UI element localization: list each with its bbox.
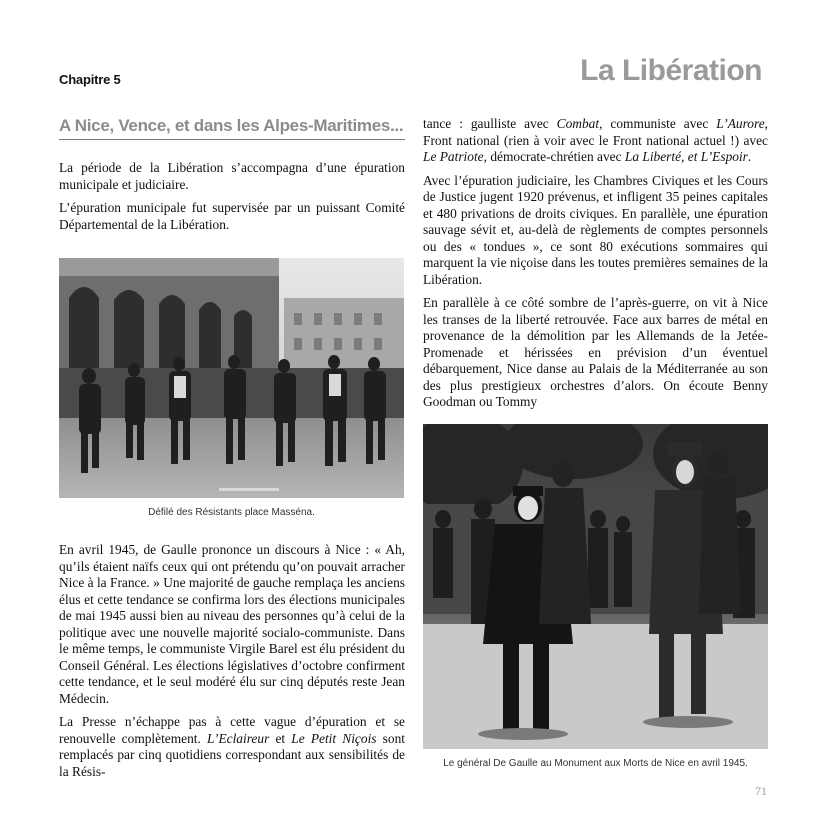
text-run: tance : gaulliste avec (423, 116, 557, 131)
newspaper-title: La Liberté, et L’Espoir (624, 149, 748, 164)
page-number: 71 (755, 784, 767, 798)
paragraph (59, 714, 405, 780)
chapter-label: Chapitre 5 (59, 72, 121, 87)
paragraph: En avril 1945, de Gaulle prononce un discours à Nice : « Ah, qu’ils étaient naïfs ceux qui ont prétendu qu’on pouvait arracher Nice à la France. » Une majorité de gauche remplaça les anciens élus et cette tendance se confirma lors des élections municipales de mai 1945 aussi bien au niveau des personnes qu’à celui de la politique avec une nouvelle majorité socialo-communiste. Dans le même temps, le communiste Virgile Barel est élu président du Conseil Général. Les élections législatives d’octobre confirment cette tendance, et le seul modéré élu sur cinq députés reste Jean Médecin. (59, 542, 405, 706)
resistance-parade-photo (59, 258, 404, 498)
text-run: , démocrate-chrétien avec (483, 149, 625, 164)
text-run: , communiste avec (599, 116, 717, 131)
paragraph: Avec l’épuration judiciaire, les Chambres Civiques et les Cours de Justice jugent 1920 prévenus, et infligent 35 peines capitales et 480 privations de droits civiques. En parallèle, une épuration sauvage sévit et, au-delà de règlements de comptes personnels ou des « tondues », ce sont 80 exécutions sommaires qui marquent la vie niçoise dans les toutes premières semaines de la Libération. (423, 172, 768, 287)
paragraph (423, 116, 768, 166)
text-run: . (747, 149, 752, 164)
text-run: sont remplacés par cinq quotidiens correspondant aux sensibilités de la Résis- (59, 730, 406, 779)
paragraph: L’épuration municipale fut supervisée par un puissant Comité Départemental de la Libération. (59, 200, 405, 232)
newspaper-title: L’Aurore (716, 116, 765, 131)
text-run: et (269, 730, 292, 746)
photo-caption: Le général De Gaulle au Monument aux Morts de Nice en avril 1945. (443, 758, 748, 769)
section-heading: A Nice, Vence, et dans les Alpes-Maritimes... (59, 116, 405, 140)
left-column-bottom (59, 542, 405, 787)
newspaper-title: Le Petit Niçois (291, 730, 377, 746)
newspaper-title: L’Eclaireur (207, 730, 270, 746)
left-column-top (59, 160, 405, 240)
newspaper-title: Le Patriote (423, 149, 484, 164)
text-run: , Front national (rien à voir avec le Front national actuel !) avec (423, 116, 768, 148)
newspaper-title: Combat (556, 116, 600, 131)
paragraph: En parallèle à ce côté sombre de l’après-guerre, on vit à Nice les transes de la liberté retrouvée. Face aux barres de métal en provenance de la démolition par les Allemands de la Jetée-Promenade et hérissées en prévision d’un éventuel débarquement, Nice danse au Palais de la Méditerranée au son des plus prestigieux orchestres d’alors. On écoute Benny Goodman ou Tommy (423, 295, 768, 409)
page-title: La Libération (580, 54, 762, 87)
paragraph: La période de la Libération s’accompagna d’une épuration municipale et judiciaire. (59, 160, 405, 192)
right-column-top (423, 116, 768, 418)
de-gaulle-photo (423, 424, 768, 749)
text-run: La Presse n’échappe pas à cette vague d’épuration et se renouvelle complètement. (59, 714, 405, 746)
photo-caption: Défilé des Résistants place Masséna. (148, 507, 315, 518)
